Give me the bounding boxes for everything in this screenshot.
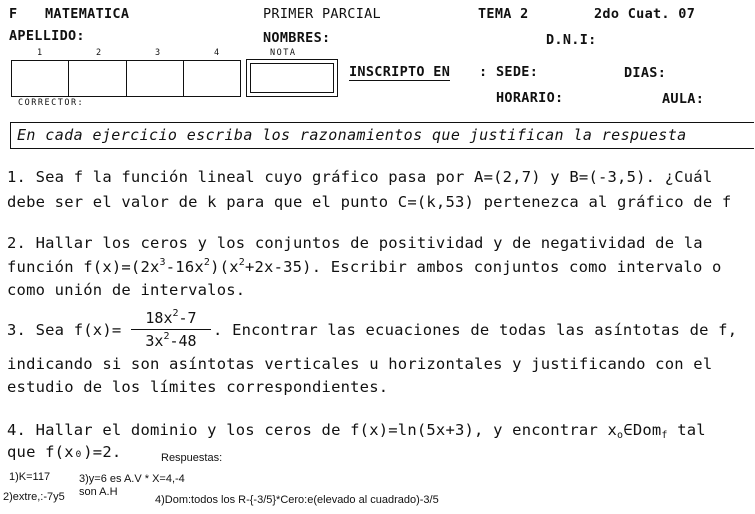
instructions-text: En cada ejercicio escriba los razonamientos que justifican la respuesta [17,126,687,144]
inscripto-label: INSCRIPTO EN [349,64,451,80]
score-box-4 [184,61,240,96]
answers-title: Respuestas: [161,452,223,464]
tema: TEMA 2 [478,6,529,22]
dni-label: D.N.I: [546,32,597,48]
score-box-3 [127,61,184,96]
nota-box [246,59,338,97]
subject: MATEMATICA [45,6,130,22]
question-3-line-1: . Encontrar las ecuaciones de todas las asíntotas de f, [213,321,738,339]
box-number-2: 2 [96,48,103,58]
answer-2: 2)extre,:-7y5 [3,491,65,503]
box-number-1: 1 [37,48,44,58]
box-number-4: 4 [214,48,221,58]
question-1-line-2: debe ser el valor de k para que el punto C=(k,53) pertenezca al gráfico de f [7,193,732,211]
question-3-fraction [131,309,211,350]
score-box-1 [12,61,69,96]
dias-label: DIAS: [624,65,667,81]
question-2-line-1: 2. Hallar los ceros y los conjuntos de positividad y de negatividad de la [7,234,703,252]
fraction-denominator: $3x^2-48$ [145,331,197,350]
question-2-line-2: función $f(x)=(2x^3-16x^2)(x^2+2x-35)$. Escribir ambos conjuntos como intervalo o [7,257,722,276]
inscripto-colon: : [479,64,488,80]
f-label: F [9,6,18,22]
apellido-label: APELLIDO: [9,28,85,44]
period: 2do Cuat. 07 [594,6,696,22]
question-2-line-3: como unión de intervalos. [7,281,246,299]
box-number-3: 3 [155,48,162,58]
question-3-line-3: estudio de los límites correspondientes. [7,378,389,396]
score-box-2 [69,61,126,96]
corrector-label: CORRECTOR: [18,98,85,108]
instructions-box [10,122,754,149]
aula-label: AULA: [662,91,705,107]
answer-3-line-1: 3)y=6 es A.V * X=4,-4 [79,473,185,485]
horario-label: HORARIO: [496,90,564,106]
sede-label: SEDE: [496,64,539,80]
nota-label: NOTA [270,48,297,58]
score-boxes [11,60,241,97]
fraction-numerator: $18x^2-7$ [131,309,211,330]
answer-3-line-2: son A.H [79,486,118,498]
question-3-line-2: indicando si son asíntotas verticales u horizontales y justificando con el [7,355,713,373]
question-4-line-2: que f(x₀)=2. [7,443,122,461]
answer-4: 4)Dom:todos los R-{-3/5}*Cero:e(elevado al cuadrado)-3/5 [155,494,439,506]
nombres-label: NOMBRES: [263,30,331,46]
answer-1: 1)K=117 [9,471,51,483]
exam-title: PRIMER PARCIAL [263,6,381,22]
question-1-line-1: 1. Sea f la función lineal cuyo gráfico pasa por A=(2,7) y B=(-3,5). ¿Cuál [7,168,713,186]
question-4-line-1: 4. Hallar el dominio y los ceros de f(x)=ln(5x+3), y encontrar $x_o\in Dom_f$ tal [7,421,706,441]
question-3-prefix: 3. Sea f(x)= [7,321,122,339]
